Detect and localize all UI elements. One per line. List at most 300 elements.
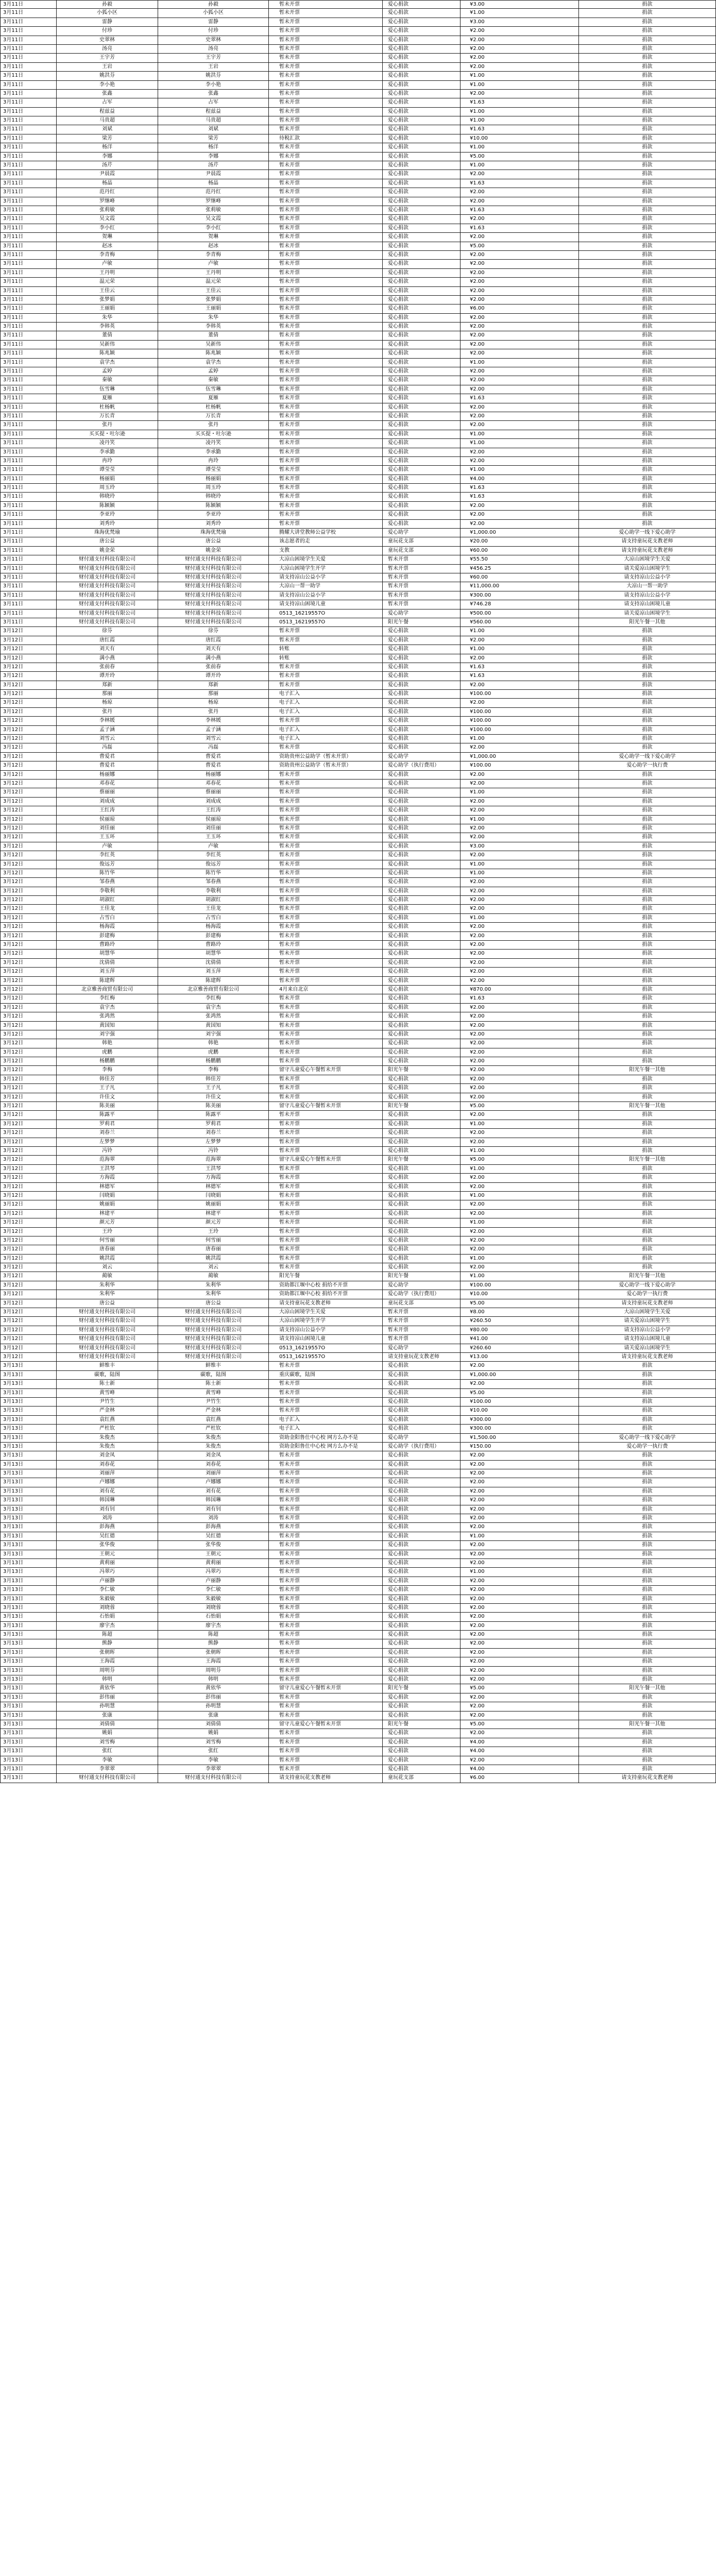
cell-donor-name: 李娜: [56, 152, 158, 161]
cell-purpose: 捐款: [578, 215, 716, 223]
cell-project: 爱心捐款: [382, 1255, 460, 1263]
cell-remark: 暂未开票: [268, 475, 382, 483]
cell-project: 爱心捐款: [382, 896, 460, 904]
table-row: [0, 1774, 716, 1783]
cell-purpose: 捐款: [578, 959, 716, 967]
cell-date: 3月12日: [0, 681, 56, 689]
cell-account-name: 姚洪芬: [158, 72, 268, 80]
cell-purpose: 捐款: [578, 359, 716, 367]
cell-purpose: 捐款: [578, 448, 716, 456]
cell-project: 爱心捐款: [382, 224, 460, 232]
cell-amount: ¥2.00: [460, 1111, 578, 1119]
cell-donor-name: 杨琼: [56, 699, 158, 707]
cell-remark: 暂未开票: [268, 1613, 382, 1621]
cell-amount: ¥1.00: [460, 627, 578, 635]
cell-purpose: 捐款: [578, 27, 716, 35]
cell-account-name: 王朝元: [158, 1550, 268, 1558]
cell-donor-name: 付珍: [56, 27, 158, 35]
cell-account-name: 李韩英: [158, 323, 268, 331]
cell-date: 3月11日: [0, 269, 56, 277]
cell-amount: ¥1.00: [460, 1192, 578, 1200]
cell-amount: ¥4.00: [460, 1738, 578, 1747]
cell-account-name: 周玉玲: [158, 484, 268, 492]
table-row: [0, 771, 716, 779]
cell-project: 爱心捐款: [382, 726, 460, 734]
cell-remark: 暂未开票: [268, 681, 382, 689]
cell-remark: 暂未开票: [268, 206, 382, 214]
cell-account-name: 张康: [158, 1711, 268, 1720]
cell-purpose: 捐款: [578, 645, 716, 653]
table-row: [0, 824, 716, 833]
table-row: [0, 1702, 716, 1711]
cell-remark: 暂未开票: [268, 1210, 382, 1218]
cell-project: 爱心捐款: [382, 359, 460, 367]
table-row: [0, 1290, 716, 1299]
cell-project: 爱心捐款: [382, 1228, 460, 1236]
cell-project: 爱心捐款: [382, 242, 460, 250]
cell-account-name: 万长青: [158, 412, 268, 420]
cell-remark: 暂未开票: [268, 45, 382, 53]
cell-donor-name: 财付通支付科技有限公司: [56, 1317, 158, 1325]
table-row: [0, 753, 716, 761]
cell-account-name: 董倩: [158, 331, 268, 340]
cell-date: 3月12日: [0, 1174, 56, 1182]
cell-account-name: 李青梅: [158, 251, 268, 259]
cell-account-name: 谭开玲: [158, 672, 268, 680]
cell-date: 3月12日: [0, 1210, 56, 1218]
cell-project: 爱心捐款: [382, 403, 460, 412]
cell-remark: 暂未开票: [268, 1478, 382, 1486]
cell-purpose: 大凉山困境学生关爱: [578, 1308, 716, 1316]
cell-purpose: 捐款: [578, 331, 716, 340]
cell-purpose: 捐款: [578, 1425, 716, 1433]
table-row: [0, 1756, 716, 1765]
table-row: [0, 1344, 716, 1353]
cell-remark: 暂未开票: [268, 63, 382, 71]
cell-remark: 留守儿童爱心午餐暂未开票: [268, 1102, 382, 1110]
cell-purpose: 爱心助学一执行费: [578, 1290, 716, 1298]
table-row: [0, 1604, 716, 1613]
cell-donor-name: 姚娟: [56, 1729, 158, 1737]
cell-date: 3月13日: [0, 1523, 56, 1531]
cell-project: 爱心捐款: [382, 1657, 460, 1666]
cell-donor-name: 刘云: [56, 1263, 158, 1272]
cell-account-name: 姚丽娟: [158, 1200, 268, 1209]
table-row: [0, 1093, 716, 1102]
table-row: [0, 108, 716, 116]
cell-project: 爱心捐款: [382, 116, 460, 125]
cell-purpose: 捐款: [578, 932, 716, 940]
cell-amount: ¥3.00: [460, 1, 578, 8]
cell-account-name: 韩明: [158, 1675, 268, 1684]
cell-account-name: 孙明慧: [158, 1702, 268, 1710]
cell-purpose: 请支持童玩花支教老师: [578, 1353, 716, 1361]
cell-donor-name: 王海霞: [56, 1657, 158, 1666]
cell-account-name: 张梦娟: [158, 296, 268, 304]
cell-date: 3月12日: [0, 1326, 56, 1334]
cell-remark: 暂未开票: [268, 896, 382, 904]
table-row: [0, 1371, 716, 1380]
cell-date: 3月13日: [0, 1487, 56, 1496]
cell-purpose: 捐款: [578, 1389, 716, 1397]
cell-date: 3月11日: [0, 242, 56, 250]
cell-donor-name: 颜元芳: [56, 1218, 158, 1227]
cell-purpose: 捐款: [578, 1120, 716, 1128]
cell-donor-name: 邹春燕: [56, 878, 158, 886]
cell-date: 3月13日: [0, 1559, 56, 1567]
cell-date: 3月11日: [0, 188, 56, 196]
cell-remark: 暂未开票: [268, 1228, 382, 1236]
cell-purpose: 捐款: [578, 950, 716, 958]
table-row: [0, 1631, 716, 1639]
cell-remark: 暂未开票: [268, 1461, 382, 1469]
cell-account-name: 闫晓娟: [158, 1192, 268, 1200]
table-row: [0, 1667, 716, 1675]
cell-date: 3月12日: [0, 1022, 56, 1030]
cell-remark: 暂未开票: [268, 1541, 382, 1549]
cell-purpose: 捐款: [578, 170, 716, 178]
cell-amount: ¥100.00: [460, 1398, 578, 1406]
cell-remark: 请支持凉山困境儿童: [268, 1335, 382, 1343]
cell-amount: ¥1.00: [460, 914, 578, 922]
cell-purpose: 捐款: [578, 1613, 716, 1621]
cell-date: 3月12日: [0, 1129, 56, 1137]
cell-donor-name: 刘涛: [56, 1514, 158, 1522]
table-row: [0, 618, 716, 627]
cell-amount: ¥2.00: [460, 896, 578, 904]
cell-donor-name: 刘雪梅: [56, 1738, 158, 1747]
cell-date: 3月13日: [0, 1550, 56, 1558]
cell-project: 爱心助学: [382, 1281, 460, 1290]
cell-donor-name: 张莉敏: [56, 206, 158, 214]
cell-project: 爱心捐款: [382, 914, 460, 922]
table-row: [0, 833, 716, 842]
table-row: [0, 1711, 716, 1720]
table-row: [0, 394, 716, 403]
cell-project: 爱心捐款: [382, 1469, 460, 1478]
table-row: [0, 636, 716, 645]
cell-date: 3月12日: [0, 1218, 56, 1227]
cell-purpose: 捐款: [578, 1675, 716, 1684]
cell-donor-name: 方海霞: [56, 1174, 158, 1182]
cell-date: 3月13日: [0, 1586, 56, 1594]
table-row: [0, 851, 716, 860]
cell-purpose: 捐款: [578, 520, 716, 528]
cell-account-name: 财付通支付科技有限公司: [158, 609, 268, 618]
cell-purpose: 阳光午餐一其他: [578, 1102, 716, 1110]
cell-donor-name: 陈建辉: [56, 977, 158, 985]
cell-date: 3月13日: [0, 1631, 56, 1639]
cell-purpose: 捐款: [578, 251, 716, 259]
cell-amount: ¥1,000.00: [460, 529, 578, 537]
cell-purpose: 捐款: [578, 1738, 716, 1747]
cell-remark: 4月来自北京: [268, 986, 382, 994]
cell-project: 爱心捐款: [382, 771, 460, 779]
cell-amount: ¥2.00: [460, 27, 578, 35]
table-row: [0, 1111, 716, 1120]
cell-purpose: 请支持凉山困境儿童: [578, 600, 716, 608]
cell-remark: 暂未开票: [268, 1550, 382, 1558]
cell-purpose: 捐款: [578, 304, 716, 313]
cell-account-name: 刘有钊: [158, 1505, 268, 1514]
cell-purpose: 捐款: [578, 367, 716, 376]
cell-purpose: 捐款: [578, 878, 716, 886]
cell-purpose: 请支持童玩花支教老师: [578, 1299, 716, 1308]
cell-date: 3月12日: [0, 1183, 56, 1191]
cell-date: 3月12日: [0, 1093, 56, 1101]
cell-date: 3月13日: [0, 1425, 56, 1433]
cell-amount: ¥2.00: [460, 63, 578, 71]
cell-amount: ¥1.00: [460, 735, 578, 743]
cell-remark: 暂未开票: [268, 331, 382, 340]
cell-account-name: 梁芳: [158, 134, 268, 143]
cell-donor-name: 彭伟丽: [56, 1693, 158, 1702]
cell-project: 爱心捐款: [382, 323, 460, 331]
cell-amount: ¥2.00: [460, 233, 578, 241]
cell-date: 3月13日: [0, 1434, 56, 1442]
table-row: [0, 1675, 716, 1684]
cell-date: 3月13日: [0, 1451, 56, 1460]
cell-amount: ¥10.00: [460, 1290, 578, 1298]
cell-date: 3月11日: [0, 9, 56, 17]
cell-account-name: 杨丽娜: [158, 771, 268, 779]
table-row: [0, 1693, 716, 1702]
cell-project: 爱心捐款: [382, 215, 460, 223]
cell-amount: ¥5.00: [460, 152, 578, 161]
cell-account-name: 刘春兰: [158, 1129, 268, 1137]
cell-purpose: 捐款: [578, 1245, 716, 1253]
cell-remark: 请支持凉山公益小学: [268, 573, 382, 582]
cell-amount: ¥2.00: [460, 314, 578, 322]
table-row: [0, 81, 716, 90]
cell-amount: ¥2.00: [460, 376, 578, 384]
cell-purpose: 捐款: [578, 1657, 716, 1666]
cell-amount: ¥2.00: [460, 681, 578, 689]
cell-purpose: 捐款: [578, 869, 716, 877]
cell-amount: ¥2.00: [460, 197, 578, 206]
cell-purpose: 捐款: [578, 72, 716, 80]
cell-project: 爱心捐款: [382, 197, 460, 206]
cell-account-name: 占军: [158, 98, 268, 107]
cell-date: 3月11日: [0, 54, 56, 62]
cell-amount: ¥2.00: [460, 1604, 578, 1612]
cell-date: 3月11日: [0, 108, 56, 116]
cell-account-name: 刘宇强: [158, 1030, 268, 1039]
cell-account-name: 冯翠巧: [158, 1568, 268, 1576]
cell-purpose: 捐款: [578, 314, 716, 322]
cell-donor-name: 罗继峰: [56, 197, 158, 206]
cell-account-name: 卢敏: [158, 260, 268, 268]
cell-date: 3月13日: [0, 1774, 56, 1782]
cell-donor-name: 孙毅: [56, 1, 158, 8]
cell-account-name: 孟子涵: [158, 726, 268, 734]
cell-remark: 资助贵州公益助学（暂未开票）: [268, 761, 382, 770]
cell-remark: 暂未开票: [268, 1165, 382, 1173]
cell-project: 爱心捐款: [382, 923, 460, 931]
cell-remark: 大凉山困境学生关爱: [268, 555, 382, 564]
cell-date: 3月11日: [0, 448, 56, 456]
cell-purpose: 捐款: [578, 833, 716, 841]
cell-remark: 暂未开票: [268, 851, 382, 859]
table-row: [0, 304, 716, 313]
cell-remark: 暂未开票: [268, 1255, 382, 1263]
table-row: [0, 842, 716, 851]
cell-project: 爱心捐款: [382, 251, 460, 259]
cell-account-name: 袁宇杰: [158, 1004, 268, 1012]
cell-donor-name: 财付通支付科技有限公司: [56, 1326, 158, 1334]
cell-project: 爱心捐款: [382, 851, 460, 859]
cell-remark: 暂未开票: [268, 1711, 382, 1720]
cell-account-name: 陈建辉: [158, 977, 268, 985]
cell-date: 3月13日: [0, 1738, 56, 1747]
cell-donor-name: 雷静: [56, 18, 158, 26]
cell-amount: ¥1.63: [460, 206, 578, 214]
table-row: [0, 359, 716, 367]
cell-account-name: 汤亮: [158, 45, 268, 53]
cell-donor-name: 李林媛: [56, 717, 158, 725]
table-row: [0, 45, 716, 54]
cell-date: 3月11日: [0, 98, 56, 107]
cell-project: 爱心捐款: [382, 1057, 460, 1065]
cell-remark: 暂未开票: [268, 412, 382, 420]
cell-remark: 留守儿童爱心午餐暂未开票: [268, 1066, 382, 1074]
cell-donor-name: 俊远芳: [56, 860, 158, 869]
cell-amount: ¥1.63: [460, 994, 578, 1003]
table-row: [0, 152, 716, 161]
cell-donor-name: 尹晨霞: [56, 170, 158, 178]
cell-donor-name: 姚洪霞: [56, 1255, 158, 1263]
cell-project: 爱心捐款: [382, 1595, 460, 1603]
table-row: [0, 547, 716, 555]
cell-remark: 电子汇入: [268, 1416, 382, 1424]
cell-amount: ¥2.00: [460, 905, 578, 913]
cell-date: 3月12日: [0, 860, 56, 869]
cell-donor-name: 沈倩倩: [56, 959, 158, 967]
cell-donor-name: 财付通支付科技有限公司: [56, 555, 158, 564]
cell-amount: ¥746.28: [460, 600, 578, 608]
cell-amount: ¥100.00: [460, 690, 578, 698]
cell-remark: 腾耀大讲堂教师公益学校: [268, 529, 382, 537]
cell-date: 3月11日: [0, 143, 56, 151]
cell-account-name: 邹春燕: [158, 878, 268, 886]
cell-amount: ¥2.00: [460, 1039, 578, 1047]
cell-purpose: 捐款: [578, 1541, 716, 1549]
cell-account-name: 温元荣: [158, 278, 268, 286]
cell-project: 爱心捐款: [382, 1022, 460, 1030]
cell-account-name: 财付通支付科技有限公司: [158, 565, 268, 573]
cell-account-name: 杨丽娟: [158, 475, 268, 483]
cell-purpose: 捐款: [578, 242, 716, 250]
cell-account-name: 李娜: [158, 152, 268, 161]
cell-project: 爱心捐款: [382, 430, 460, 438]
cell-date: 3月11日: [0, 555, 56, 564]
cell-project: 爱心捐款: [382, 502, 460, 510]
cell-purpose: 捐款: [578, 994, 716, 1003]
cell-project: 爱心捐款: [382, 968, 460, 976]
cell-account-name: 陈露平: [158, 1111, 268, 1119]
cell-date: 3月13日: [0, 1729, 56, 1737]
cell-date: 3月13日: [0, 1398, 56, 1406]
cell-amount: ¥2.00: [460, 824, 578, 833]
cell-amount: ¥80.00: [460, 1326, 578, 1334]
cell-donor-name: 刘雪云: [56, 735, 158, 743]
cell-project: 爱心捐款: [382, 1012, 460, 1021]
cell-date: 3月11日: [0, 296, 56, 304]
cell-project: 爱心捐款: [382, 45, 460, 53]
cell-purpose: 捐款: [578, 1084, 716, 1092]
cell-purpose: 捐款: [578, 1048, 716, 1057]
cell-date: 3月11日: [0, 609, 56, 618]
table-row: [0, 421, 716, 430]
cell-remark: 暂未开票: [268, 376, 382, 384]
cell-remark: 暂未开票: [268, 1451, 382, 1460]
cell-purpose: 捐款: [578, 90, 716, 98]
cell-date: 3月13日: [0, 1702, 56, 1710]
cell-date: 3月12日: [0, 806, 56, 815]
cell-account-name: 李红梅: [158, 994, 268, 1003]
cell-purpose: 捐款: [578, 1398, 716, 1406]
cell-date: 3月12日: [0, 654, 56, 663]
table-row: [0, 376, 716, 385]
cell-donor-name: 陈超: [56, 1631, 158, 1639]
table-row: [0, 1192, 716, 1200]
cell-purpose: 捐款: [578, 923, 716, 931]
cell-date: 3月12日: [0, 743, 56, 752]
cell-purpose: 捐款: [578, 941, 716, 949]
cell-date: 3月12日: [0, 833, 56, 841]
cell-date: 3月13日: [0, 1675, 56, 1684]
cell-donor-name: 碳歌，陆图: [56, 1371, 158, 1379]
cell-project: 爱心捐款: [382, 233, 460, 241]
cell-remark: 暂未开票: [268, 1702, 382, 1710]
cell-remark: 暂未开票: [268, 1012, 382, 1021]
cell-project: 爱心捐款: [382, 412, 460, 420]
cell-purpose: 捐款: [578, 161, 716, 170]
cell-donor-name: 曹路玲: [56, 941, 158, 949]
table-row: [0, 1236, 716, 1245]
cell-purpose: 捐款: [578, 341, 716, 349]
cell-donor-name: 彭建梅: [56, 932, 158, 940]
table-row: [0, 331, 716, 340]
cell-amount: ¥2.00: [460, 1451, 578, 1460]
cell-remark: 电子汇入: [268, 699, 382, 707]
table-row: [0, 1057, 716, 1066]
cell-remark: 暂未开票: [268, 520, 382, 528]
cell-date: 3月11日: [0, 430, 56, 438]
cell-date: 3月11日: [0, 511, 56, 519]
table-row: [0, 1505, 716, 1514]
table-row: [0, 125, 716, 134]
cell-donor-name: 张丹: [56, 708, 158, 716]
cell-amount: ¥2.00: [460, 1667, 578, 1675]
cell-date: 3月11日: [0, 251, 56, 259]
cell-account-name: 刘金凤: [158, 1451, 268, 1460]
cell-account-name: 严杜钦: [158, 1425, 268, 1433]
cell-donor-name: 姚丽娟: [56, 1200, 158, 1209]
cell-amount: ¥2.00: [460, 349, 578, 358]
cell-donor-name: 李小红: [56, 224, 158, 232]
cell-purpose: 捐款: [578, 717, 716, 725]
cell-project: 爱心捐款: [382, 950, 460, 958]
cell-purpose: 捐款: [578, 98, 716, 107]
cell-account-name: 王佳云: [158, 287, 268, 295]
cell-project: 暂未开票: [382, 565, 460, 573]
table-row: [0, 1406, 716, 1415]
cell-donor-name: 姚洪芬: [56, 72, 158, 80]
cell-amount: ¥1.00: [460, 1568, 578, 1576]
cell-account-name: 朱华: [158, 314, 268, 322]
cell-date: 3月12日: [0, 1111, 56, 1119]
